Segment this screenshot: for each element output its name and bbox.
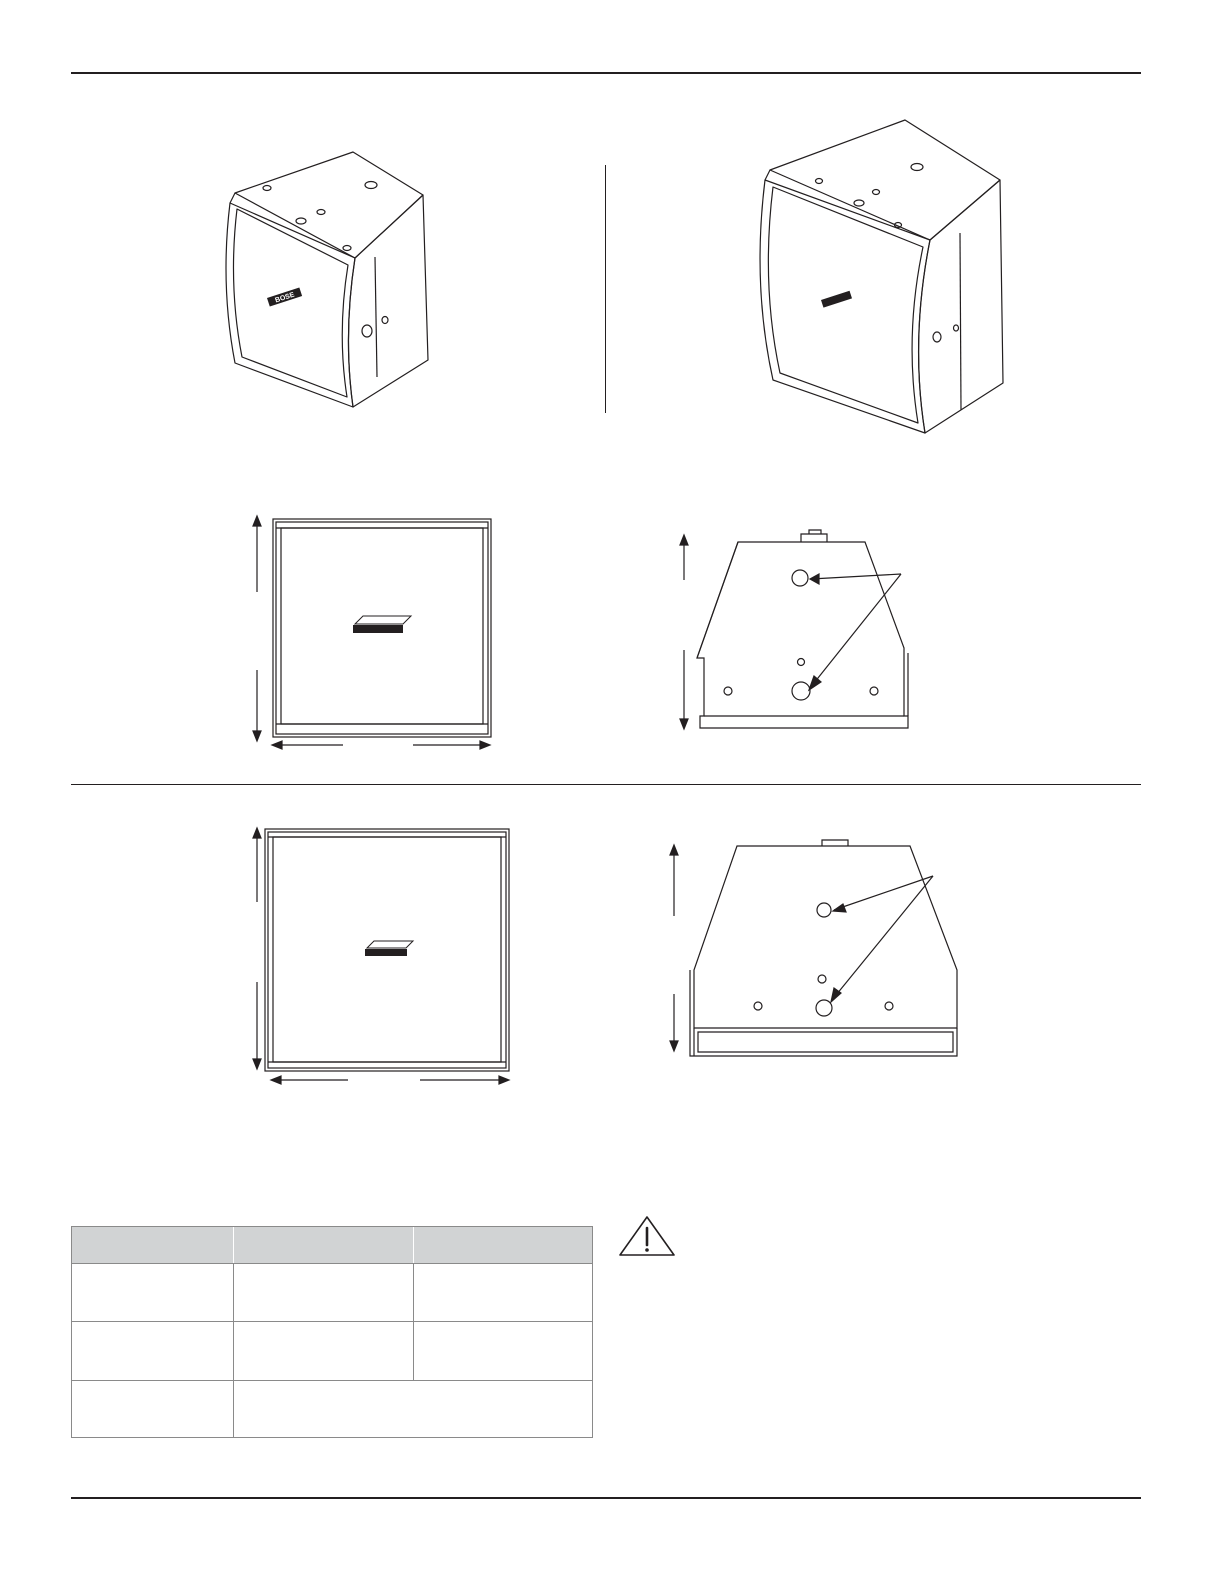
table-cell [72,1381,234,1437]
warning-triangle-icon [618,1215,676,1257]
table-cell [414,1264,592,1321]
speaker-front-large [245,824,515,1086]
table-cell [414,1322,592,1380]
spec-table [71,1226,593,1438]
image-divider [605,165,606,413]
table-cell [234,1264,414,1321]
header-rule [71,72,1141,74]
table-cell [72,1322,234,1380]
footer-rule [71,1497,1141,1499]
table-cell [234,1381,592,1437]
table-cell [234,1322,414,1380]
speaker-side-large [665,840,960,1060]
logo-brand-text: BOSE [274,291,296,305]
table-row [72,1380,592,1437]
table-row [72,1321,592,1380]
speaker-side-small [675,528,910,738]
table-header-cell [414,1227,592,1263]
table-row [72,1263,592,1321]
section-divider [71,784,1141,785]
table-cell [72,1264,234,1321]
table-header-cell [234,1227,414,1263]
speaker-front-small [245,512,505,752]
speaker-iso-small [215,145,440,410]
speaker-iso-large [755,115,1015,440]
table-header-cell [72,1227,234,1263]
table-header-row [72,1227,592,1263]
